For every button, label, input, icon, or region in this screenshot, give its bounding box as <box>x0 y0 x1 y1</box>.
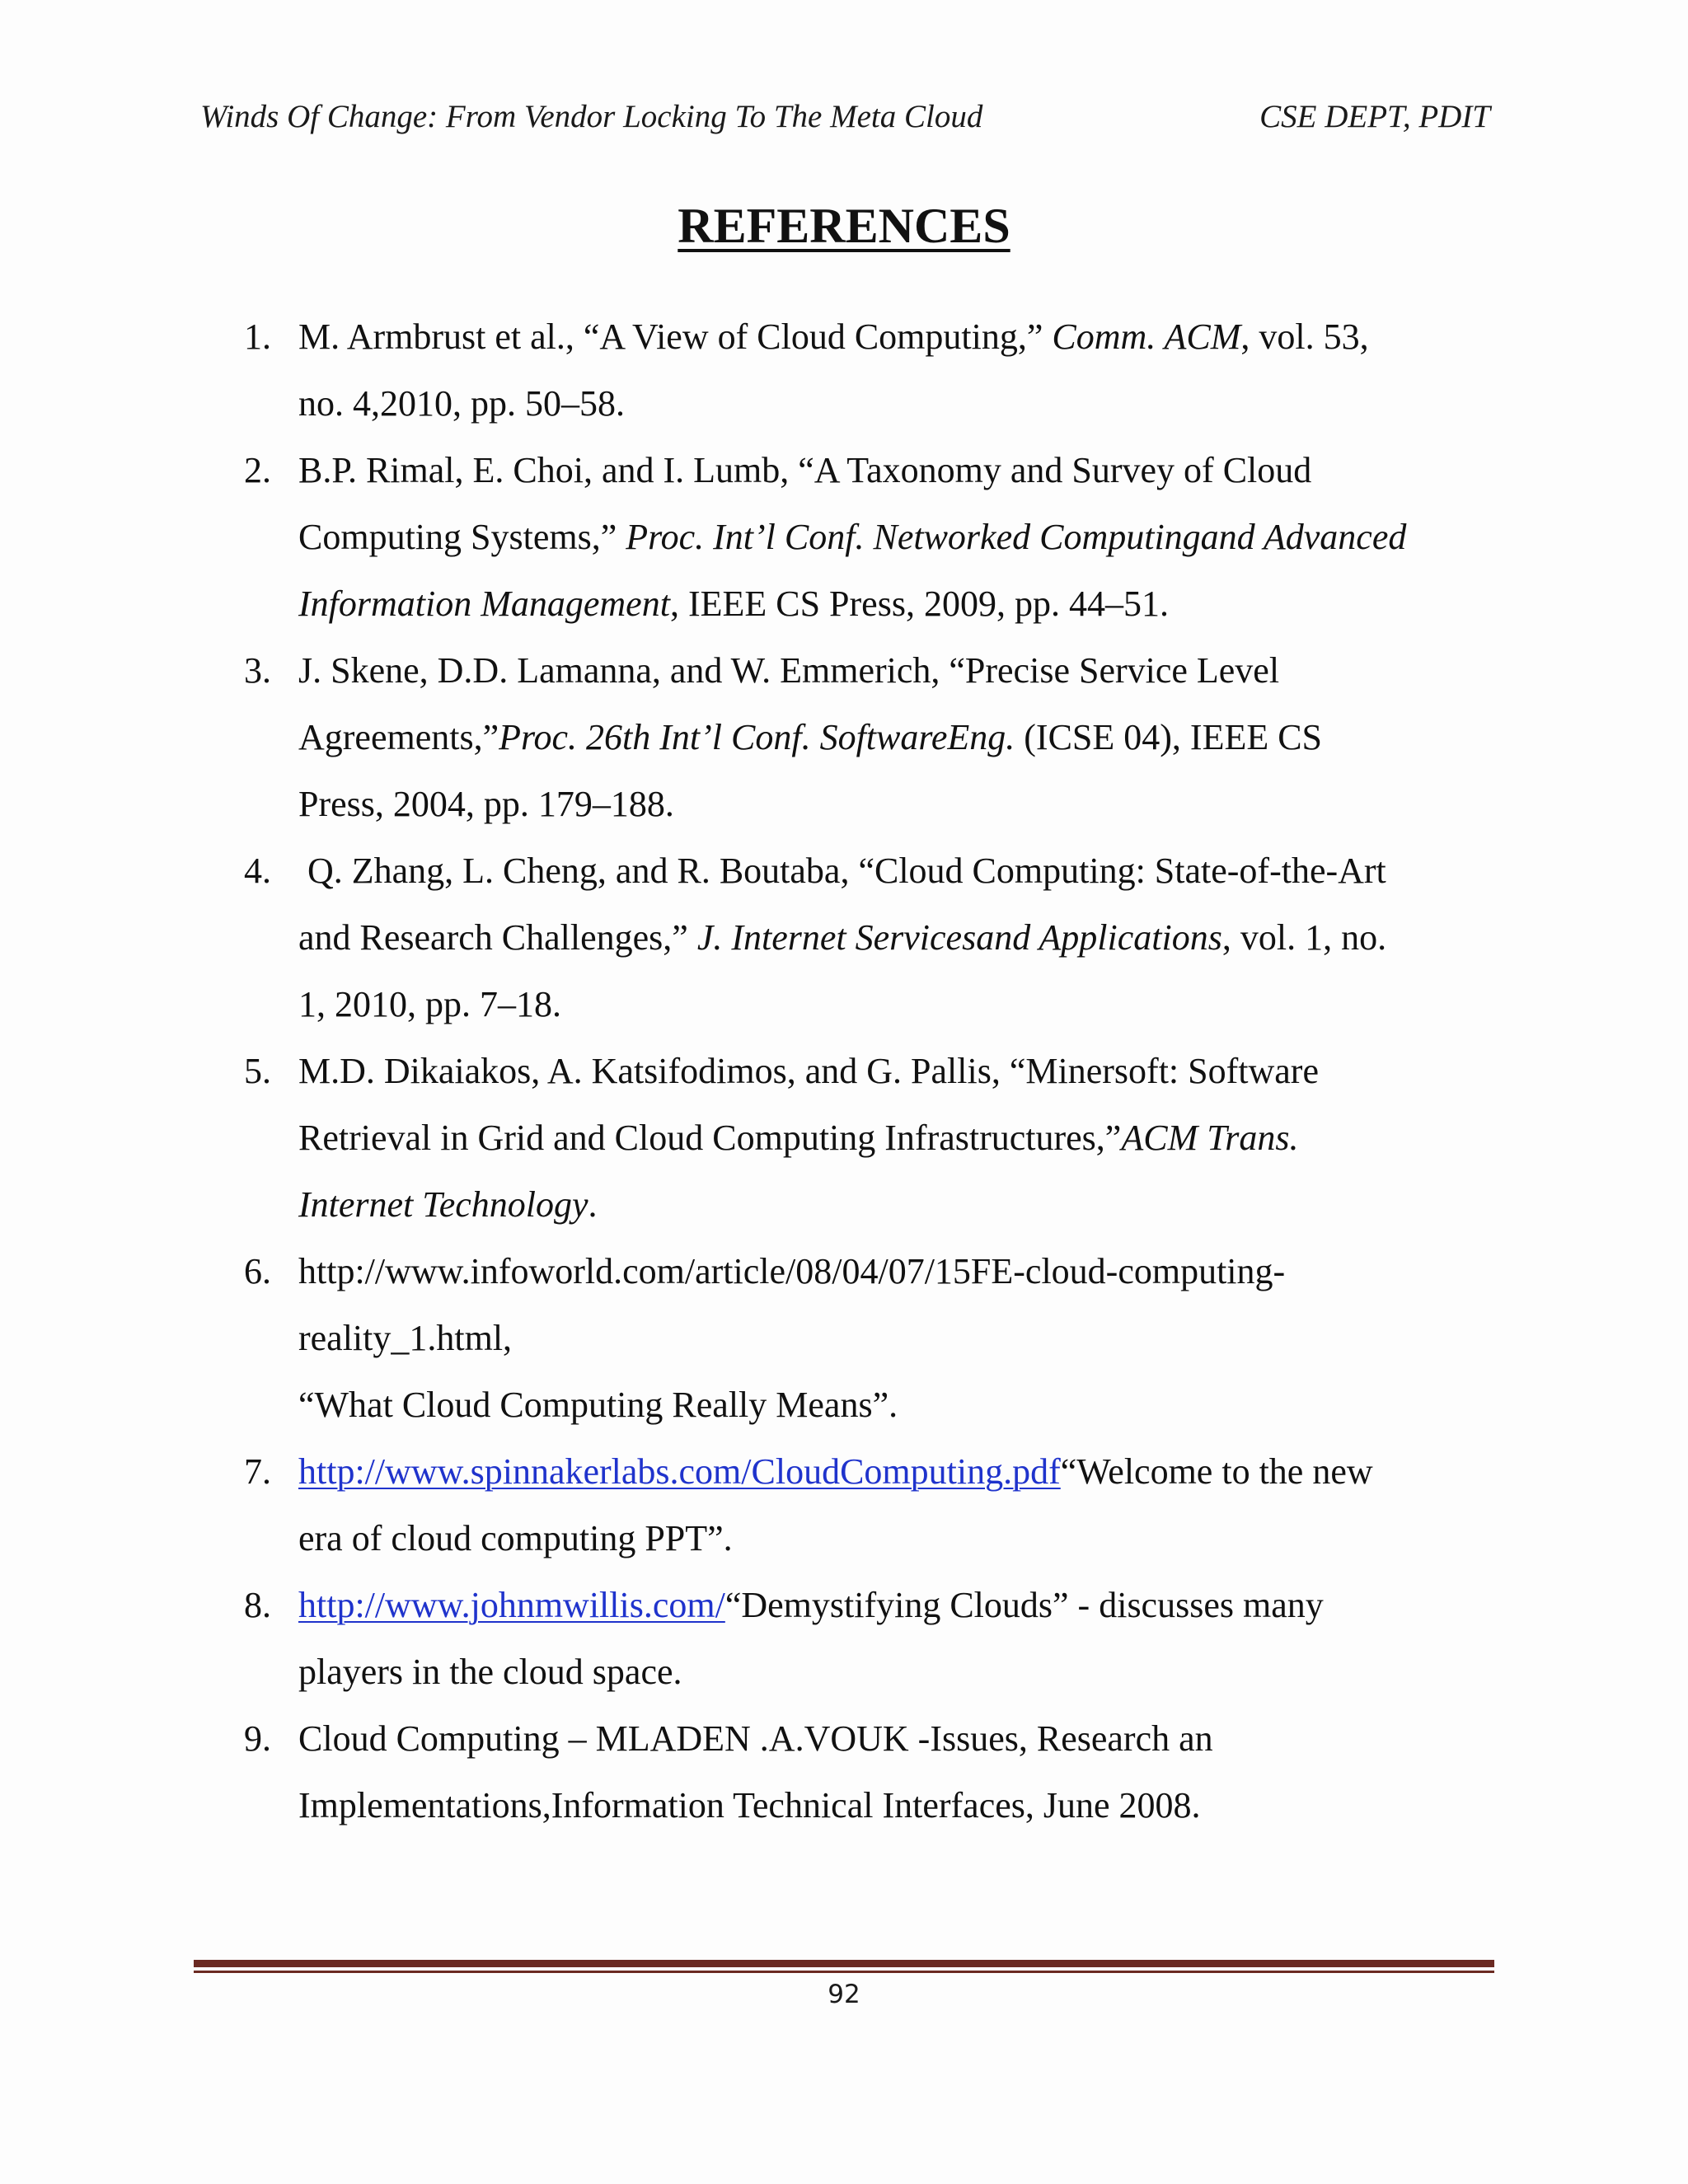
reference-line: and Research Challenges,” J. Internet Servicesand Applications, vol. 1, no. <box>298 917 1387 958</box>
reference-url-text: reality_1.html, <box>298 1318 513 1358</box>
reference-line: Q. Zhang, L. Cheng, and R. Boutaba, “Cloud Computing: State-of-the-Art <box>298 851 1386 891</box>
reference-line: Internet Technology. <box>298 1184 598 1225</box>
reference-line: era of cloud computing PPT”. <box>298 1518 733 1558</box>
reference-number: 1. <box>244 316 271 357</box>
reference-line: players in the cloud space. <box>298 1652 682 1692</box>
reference-line: “What Cloud Computing Really Means”. <box>298 1385 898 1425</box>
reference-item-9 <box>244 1705 1497 1839</box>
reference-line: Information Management, IEEE CS Press, 2009, pp. 44–51. <box>298 583 1169 624</box>
reference-item-5 <box>244 1038 1497 1238</box>
reference-number: 3. <box>244 650 271 691</box>
reference-number: 7. <box>244 1451 271 1492</box>
reference-line: Press, 2004, pp. 179–188. <box>298 784 674 824</box>
header-department: CSE DEPT, PDIT <box>1259 99 1490 134</box>
reference-line: 1, 2010, pp. 7–18. <box>298 984 561 1024</box>
reference-item-1 <box>244 303 1497 437</box>
footer-rule-thin <box>194 1971 1494 1973</box>
header-document-title: Winds Of Change: From Vendor Locking To The Meta Cloud <box>200 99 983 134</box>
reference-line: J. Skene, D.D. Lamanna, and W. Emmerich, “Precise Service Level <box>298 650 1280 691</box>
reference-line: M.D. Dikaiakos, A. Katsifodimos, and G. Pallis, “Minersoft: Software <box>298 1051 1319 1091</box>
reference-item-3 <box>244 637 1497 837</box>
reference-line: M. Armbrust et al., “A View of Cloud Computing,” Comm. ACM, vol. 53, <box>298 316 1369 357</box>
reference-item-2 <box>244 437 1497 637</box>
reference-line: Cloud Computing – MLADEN .A.VOUK -Issues, Research an <box>298 1718 1213 1759</box>
reference-item-8 <box>244 1572 1497 1705</box>
reference-url-text: http://www.infoworld.com/article/08/04/07/15FE-cloud-computing- <box>298 1251 1286 1291</box>
reference-line: B.P. Rimal, E. Choi, and I. Lumb, “A Taxonomy and Survey of Cloud <box>298 450 1312 490</box>
reference-item-6 <box>244 1238 1497 1438</box>
reference-item-4 <box>244 837 1497 1038</box>
reference-number: 9. <box>244 1718 271 1759</box>
reference-line: Computing Systems,” Proc. Int’l Conf. Networked Computingand Advanced <box>298 517 1407 557</box>
reference-line: Implementations,Information Technical Interfaces, June 2008. <box>298 1785 1201 1825</box>
reference-number: 6. <box>244 1251 271 1291</box>
reference-line: no. 4,2010, pp. 50–58. <box>298 383 625 424</box>
reference-line: http://www.johnmwillis.com/“Demystifying Clouds” - discusses many <box>298 1585 1324 1625</box>
reference-number: 5. <box>244 1051 271 1091</box>
reference-link-johnmwillis[interactable]: http://www.johnmwillis.com/ <box>298 1585 725 1625</box>
reference-number: 4. <box>244 851 271 891</box>
reference-line: Retrieval in Grid and Cloud Computing Infrastructures,”ACM Trans. <box>298 1118 1299 1158</box>
reference-number: 8. <box>244 1585 271 1625</box>
reference-link-spinnakerlabs[interactable]: http://www.spinnakerlabs.com/CloudComputing.pdf <box>298 1451 1061 1492</box>
reference-line: http://www.spinnakerlabs.com/CloudComputing.pdf“Welcome to the new <box>298 1451 1373 1492</box>
reference-item-7 <box>244 1438 1497 1572</box>
page-number: 92 <box>828 1980 860 2009</box>
page-title: REFERENCES <box>678 199 1010 253</box>
running-header <box>200 97 1490 137</box>
references-list <box>244 303 1497 1839</box>
reference-number: 2. <box>244 450 271 490</box>
reference-line: Agreements,”Proc. 26th Int’l Conf. SoftwareEng. (ICSE 04), IEEE CS <box>298 717 1323 757</box>
footer-rule <box>194 1960 1494 1967</box>
